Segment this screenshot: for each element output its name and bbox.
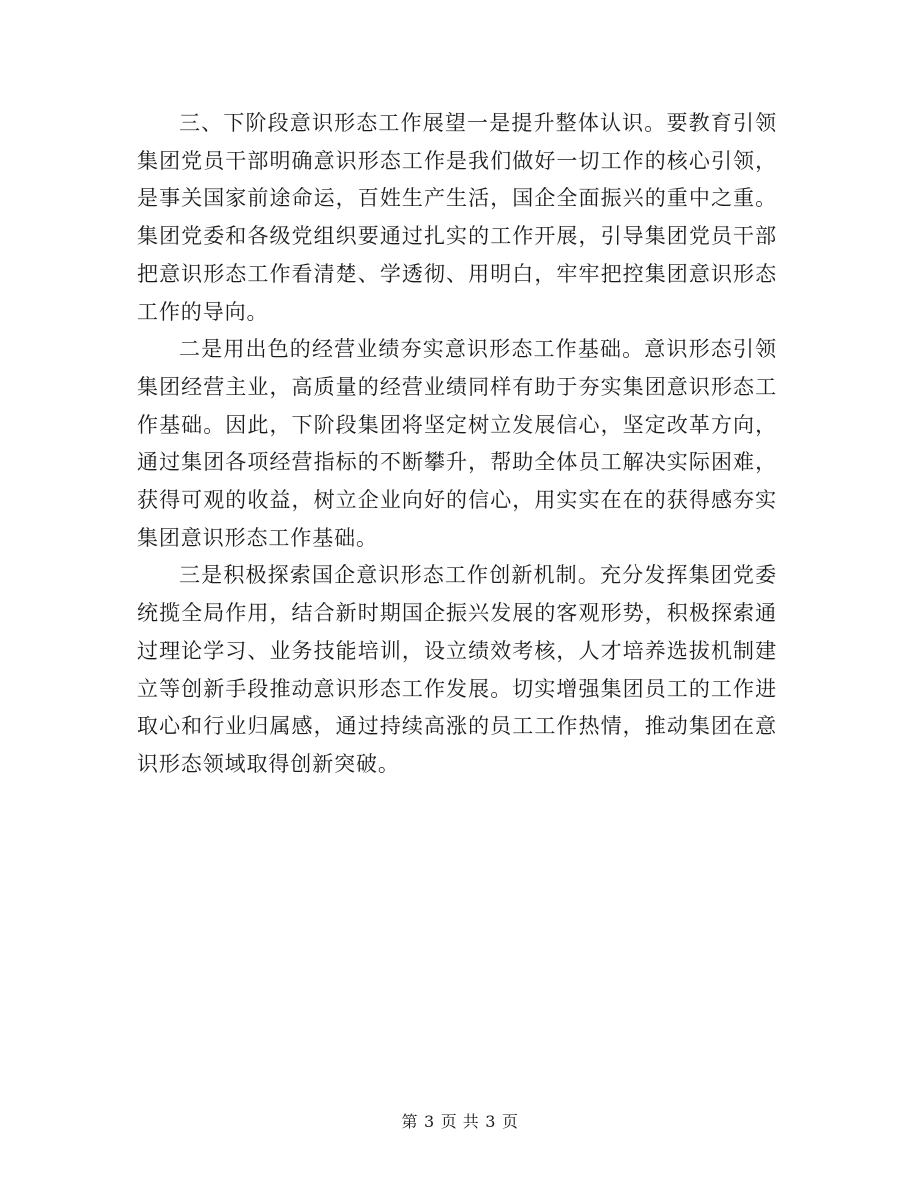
paragraph-outlook-first: 三、下阶段意识形态工作展望一是提升整体认识。要教育引领集团党员干部明确意识形态工作是我们做好一切工作的核心引领，是事关国家前途命运，百姓生产生活，国企全面振兴的重中之重。集团党委和各级党组织要通过扎实的工作开展，引导集团党员干部把意识形态工作看清楚、学透彻、用明白，牢牢把控集团意识形态工作的导向。 [137, 111, 777, 324]
document-body [137, 105, 777, 784]
page-prefix: 第 [401, 1112, 419, 1131]
page-current: 3 [424, 1112, 435, 1131]
page-number-footer [0, 1112, 920, 1132]
page-mid: 页 共 [440, 1112, 480, 1131]
page-total: 3 [485, 1112, 496, 1131]
page-suffix: 页 [501, 1112, 519, 1131]
paragraph-innovation-mechanism: 三是积极探索国企意识形态工作创新机制。充分发挥集团党委统揽全局作用，结合新时期国企振兴发展的客观形势，积极探索通过理论学习、业务技能培训，设立绩效考核，人才培养选拔机制建立等创新手段推动意识形态工作发展。切实增强集团员工的工作进取心和行业归属感，通过持续高涨的员工工作热情，推动集团在意识形态领域取得创新突破。 [137, 563, 777, 776]
paragraph-business-performance: 二是用出色的经营业绩夯实意识形态工作基础。意识形态引领集团经营主业，高质量的经营业绩同样有助于夯实集团意识形态工作基础。因此，下阶段集团将坚定树立发展信心，坚定改革方向，通过集团各项经营指标的不断攀升，帮助全体员工解决实际困难，获得可观的收益，树立企业向好的信心，用实实在在的获得感夯实集团意识形态工作基础。 [137, 337, 777, 550]
